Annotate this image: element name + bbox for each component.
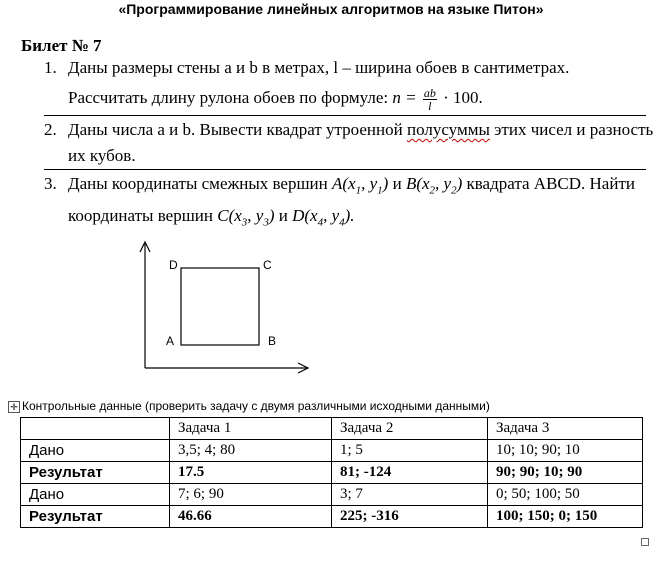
task-3-text-2: квадрата ABCD. Найти координаты вершин [68,174,635,226]
table-cell: 1; 5 [332,440,488,462]
table-row [21,462,643,484]
task-1 [44,55,658,112]
header-cell: Задача 1 [170,418,332,440]
formula-lhs: n = [392,88,417,107]
caption-text: Контрольные данные (проверить задачу с двумя различными исходными данными) [22,399,490,413]
row-label: Результат [21,506,170,528]
table-cell: 100; 150; 0; 150 [488,506,643,528]
fraction-denominator: l [428,98,432,113]
fraction-numerator: ab [423,85,436,100]
table-cell: 7; 6; 90 [170,484,332,506]
formula-fraction [423,87,437,112]
table-row [21,440,643,462]
task-2-text-2: этих чисел и разность их кубов. [68,120,654,165]
task-2 [44,117,658,169]
label-a: A [166,334,175,348]
divider [44,169,646,170]
table-resize-handle[interactable] [641,538,649,546]
table-cell: 90; 90; 10; 90 [488,462,643,484]
table-cell: 81; -124 [332,462,488,484]
table-cell: 3,5; 4; 80 [170,440,332,462]
document-header: «Программирование линейных алгоритмов на языке Питон» [118,1,544,17]
table-header-row [21,418,643,440]
square-diagram [130,238,320,378]
task-1-line-2 [68,85,658,112]
square-abcd [181,268,259,345]
conjunction: и [278,206,288,226]
conjunction: и [392,174,402,193]
vertex-d: $D(x_4$, $y_4$). [292,206,355,229]
formula-tail: · 100. [443,88,483,107]
vertex-c: $C(x_3$, $y_3$) [217,206,275,229]
task-1-line-1: Даны размеры стены a и b в метрах, l – ширина обоев в сантиметрах. [68,58,570,77]
header-cell: Задача 2 [332,418,488,440]
task-2-text-1: Даны числа a и b. Вывести квадрат утроенной [68,120,403,139]
label-d: D [169,258,178,272]
vertex-a: $A(x_1$, $y_1$) [332,174,389,197]
table-cell: 0; 50; 100; 50 [488,484,643,506]
table-row [21,506,643,528]
task-3-text-1: Даны координаты смежных вершин [68,174,328,193]
ticket-title: Билет № 7 [21,36,102,55]
row-label: Результат [21,462,170,484]
header-cell: Задача 3 [488,418,643,440]
row-label: Дано [21,440,170,462]
label-c: C [263,258,272,272]
move-handle-icon[interactable]: ✛ [8,401,20,413]
table-cell: 225; -316 [332,506,488,528]
table-cell: 3; 7 [332,484,488,506]
table-cell: 17.5 [170,462,332,484]
task-1-formula-prefix: Рассчитать длину рулона обоев по формуле: [68,88,389,107]
vertex-b: $B(x_2$, $y_2$) [405,174,463,197]
task-number: 2. [44,120,57,139]
control-data-table [20,417,643,528]
table-caption [8,399,490,413]
divider [44,115,646,116]
task-number: 1. [44,58,57,77]
task-number: 3. [44,174,57,193]
table-cell: 10; 10; 90; 10 [488,440,643,462]
task-3 [44,171,658,236]
table-row [21,484,643,506]
table-cell: 46.66 [170,506,332,528]
label-b: B [268,334,277,348]
spellcheck-underlined-word: полусуммы [406,120,490,139]
row-label: Дано [21,484,170,506]
header-cell [21,418,170,440]
